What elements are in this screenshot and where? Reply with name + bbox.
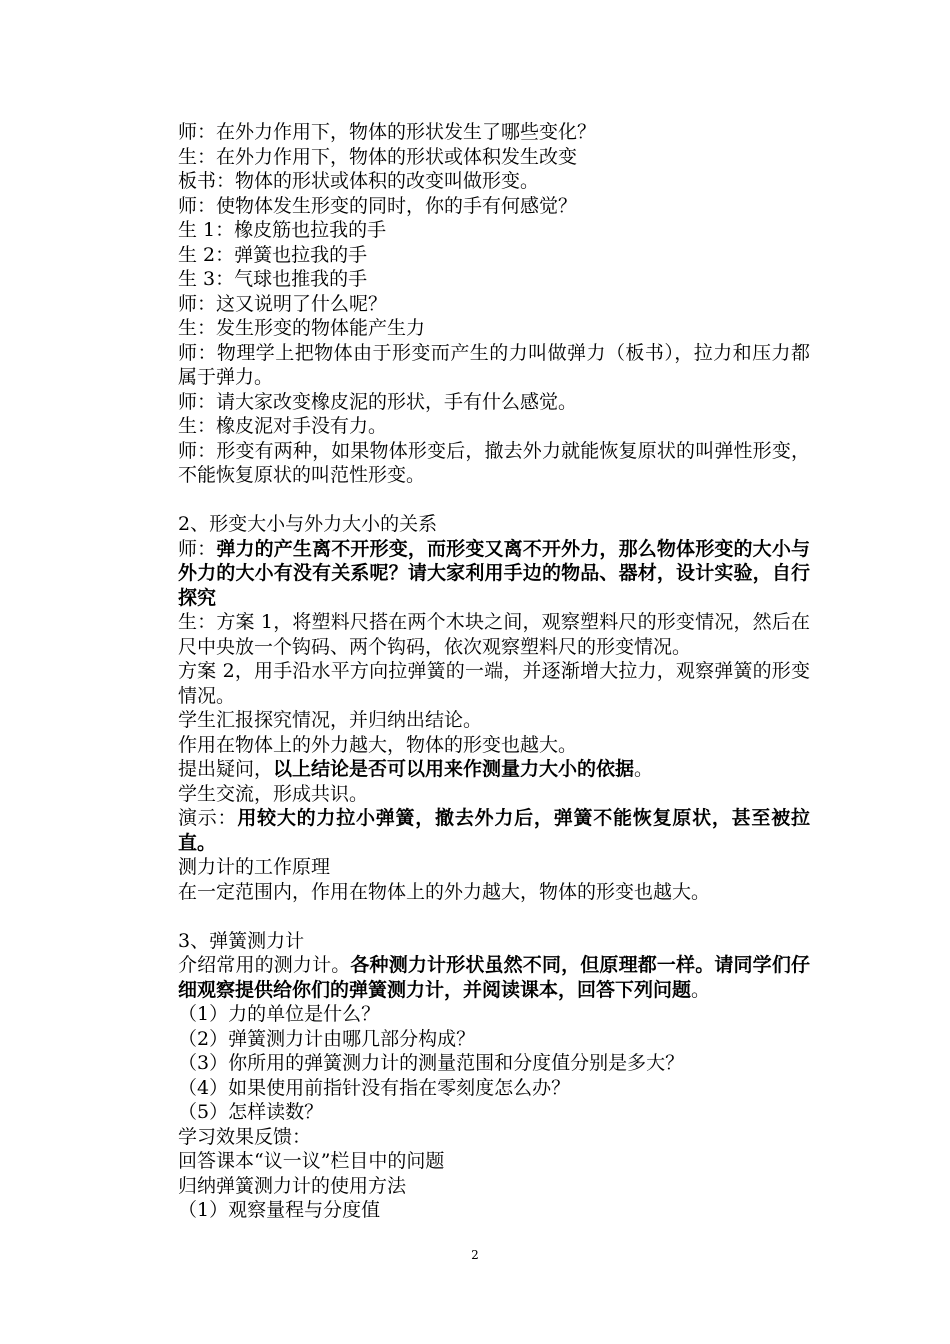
intro-suffix: 。 xyxy=(691,978,711,1001)
dialogue-line: 生：发生形变的物体能产生力 xyxy=(178,317,426,339)
dialogue-line: 师：使物体发生形变的同时，你的手有何感觉？ xyxy=(178,194,578,217)
bold-emphasis: 弹力的产生离不开形变，而形变又离不开外力，那么物体形变的大小与外力的大小有没有关系呢？请大家利用手边的物品、器材，设计实验，自行探究 xyxy=(178,537,810,609)
bold-emphasis: 各种测力计形状虽然不同，但原理都一样。请同学们仔细观察提供给你们的弹簧测力计，并阅读课本，回答下列问题 xyxy=(178,954,810,1001)
dialogue-line: 师：在外力作用下，物体的形状发生了哪些变化？ xyxy=(178,121,597,143)
dialogue-line: 师：请大家改变橡皮泥的形状，手有什么感觉。 xyxy=(178,390,578,413)
question-line xyxy=(178,757,810,782)
dialogue-line: 生 2：弹簧也拉我的手 xyxy=(178,243,368,266)
demo-line xyxy=(178,806,810,855)
page-number: 2 xyxy=(471,1248,479,1262)
document-body xyxy=(178,120,810,1223)
method-line: 归纳弹簧测力计的使用方法 xyxy=(178,1174,407,1197)
question-suffix: 。 xyxy=(634,758,654,780)
dialogue-line: 板书：物体的形状或体积的改变叫做形变。 xyxy=(178,170,540,192)
plan-1: 生：方案 1，将塑料尺搭在两个木块之间，观察塑料尺的形变情况，然后在尺中央放一个钩码、两个钩码，依次观察塑料尺的形变情况。 xyxy=(178,611,810,658)
question-item: （4）如果使用前指针没有指在零刻度怎么办？ xyxy=(178,1076,571,1099)
plan-2: 方案 2，用手沿水平方向拉弹簧的一端，并逐渐增大拉力，观察弹簧的形变情况。 xyxy=(178,660,810,707)
question-item: （3）你所用的弹簧测力计的测量范围和分度值分别是多大？ xyxy=(178,1052,685,1074)
dialogue-line: 生：橡皮泥对手没有力。 xyxy=(178,415,388,437)
exchange-line: 学生交流，形成共识。 xyxy=(178,782,369,805)
principle-text: 在一定范围内，作用在物体上的外力越大，物体的形变也越大。 xyxy=(178,880,711,903)
intro-line xyxy=(178,953,810,1002)
section-3-heading: 3、弹簧测力计 xyxy=(178,929,305,952)
question-prefix: 提出疑问， xyxy=(178,758,274,780)
dialogue-line: 生：在外力作用下，物体的形状或体积发生改变 xyxy=(178,145,578,168)
teacher-question xyxy=(178,537,810,611)
bold-emphasis: 用较大的力拉小弹簧，撤去外力后，弹簧不能恢复原状，甚至被拉直。 xyxy=(178,807,810,854)
dialogue-line: 师：物理学上把物体由于形变而产生的力叫做弹力（板书），拉力和压力都属于弹力。 xyxy=(178,341,810,388)
principle-title: 测力计的工作原理 xyxy=(178,856,331,878)
answer-line: 回答课本“议一议”栏目中的问题 xyxy=(178,1150,445,1172)
question-item: （2）弹簧测力计由哪几部分构成？ xyxy=(178,1027,476,1050)
speaker-prefix: 师： xyxy=(178,537,217,560)
step-item: （1）观察量程与分度值 xyxy=(178,1199,381,1221)
section-2-heading: 2、形变大小与外力大小的关系 xyxy=(178,513,438,535)
blank-line xyxy=(178,488,810,513)
dialogue-line: 师：这又说明了什么呢？ xyxy=(178,292,388,315)
bold-emphasis: 以上结论是否可以用来作测量力大小的依据 xyxy=(273,758,635,780)
feedback-line: 学习效果反馈： xyxy=(178,1125,312,1148)
question-item: （1）力的单位是什么？ xyxy=(178,1003,381,1025)
intro-prefix: 介绍常用的测力计。 xyxy=(178,954,351,976)
blank-line xyxy=(178,904,810,929)
conclusion: 作用在物体上的外力越大，物体的形变也越大。 xyxy=(178,733,578,756)
question-item: （5）怎样读数？ xyxy=(178,1101,324,1123)
dialogue-line: 生 1：橡皮筋也拉我的手 xyxy=(178,219,387,241)
student-report: 学生汇报探究情况，并归纳出结论。 xyxy=(178,709,483,731)
demo-prefix: 演示： xyxy=(178,807,238,829)
dialogue-line: 生 3：气球也推我的手 xyxy=(178,268,368,290)
dialogue-line: 师：形变有两种，如果物体形变后，撤去外力就能恢复原状的叫弹性形变，不能恢复原状的叫范性形变。 xyxy=(178,439,810,486)
